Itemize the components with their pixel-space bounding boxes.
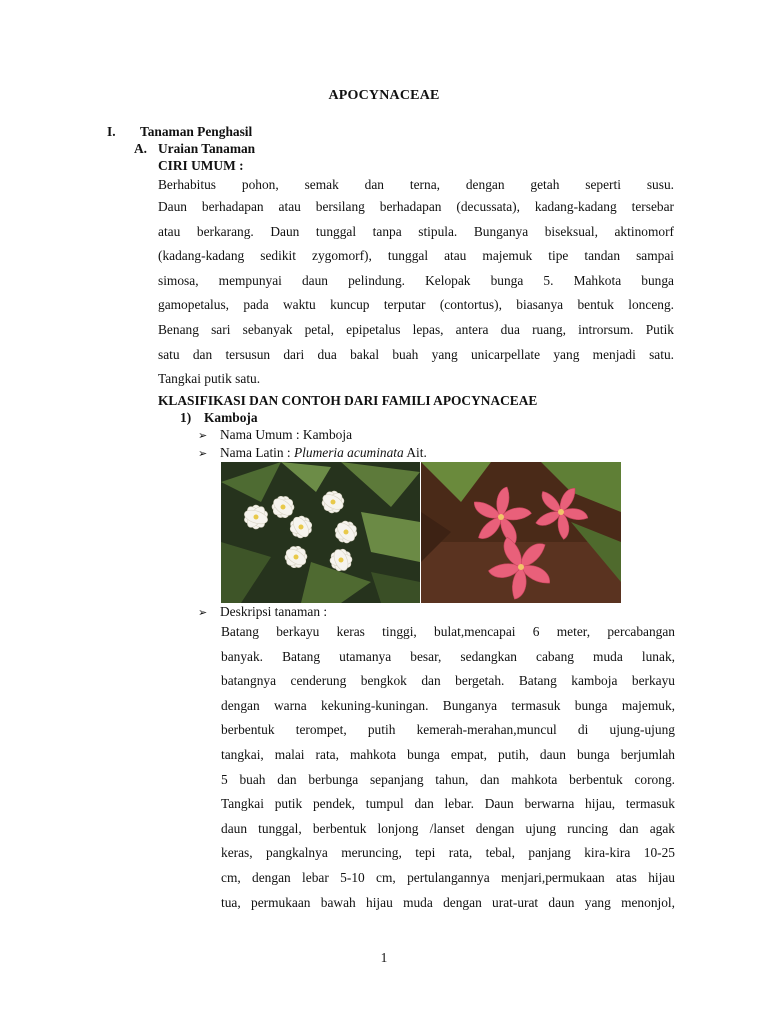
ciri-umum-paragraph [158, 173, 674, 392]
deskripsi-line: daun tunggal, berbentuk lonjong /lanset dengan ujung runcing dan agak [221, 820, 675, 836]
page-number: 1 [380, 950, 388, 965]
ciri-line: Daun berhadapan atau bersilang berhadapan (decussata), kadang-kadang tersebar [158, 199, 674, 214]
ciri-umum-heading: CIRI UMUM : [158, 158, 244, 173]
photo-white-kamboja [221, 462, 420, 603]
ciri-line: (kadang-kadang sedikit zygomorf), tunggal atau majemuk tipe tandan sampai [158, 248, 674, 264]
item-number: 1) [180, 410, 192, 425]
deskripsi-paragraph [221, 620, 675, 915]
nama-latin-species: Plumeria acuminata [294, 445, 404, 460]
deskripsi-label: Deskripsi tanaman : [220, 604, 328, 619]
ciri-line: Tangkai putik satu. [158, 371, 261, 387]
bullet-nama-umum [198, 427, 352, 443]
white-frangipani-image [221, 462, 420, 603]
deskripsi-line: cm, dengan lebar 5-10 cm, pertulangannya menjari,permukaan atas hijau [221, 869, 675, 885]
deskripsi-line: dengan warna kekuning-kuningan. Bunganya termasuk bunga majemuk, [221, 697, 675, 713]
deskripsi-line: batangnya cenderung bengkok dan bergetah. Batang kamboja berkayu [221, 673, 675, 689]
ciri-line: gamopetalus, pada waktu kuncup terputar (contortus), biasanya bentuk lonceng. [158, 297, 674, 313]
ciri-line: Benang sari sebanyak petal, epipetalus lepas, antera dua ruang, introrsum. Putik [158, 321, 674, 337]
arrow-bullet-icon: ➢ [198, 606, 208, 619]
nama-latin-label: Nama Latin : [220, 445, 294, 460]
subsection-heading: Uraian Tanaman [158, 141, 256, 156]
nama-umum-text: Nama Umum : Kamboja [220, 427, 353, 442]
ciri-line: Berhabitus pohon, semak dan terna, dengan getah seperti susu. [158, 177, 674, 192]
ciri-line: simosa, mempunyai daun pelindung. Kelopak bunga 5. Mahkota bunga [158, 272, 674, 288]
ciri-line: satu dan tersusun dari dua bakal buah yang unicarpellate yang menjadi satu. [158, 346, 674, 362]
page-title: APOCYNACEAE [328, 88, 440, 103]
deskripsi-line: Batang berkayu keras tinggi, bulat,mencapai 6 meter, percabangan [221, 624, 675, 639]
deskripsi-line: berbentuk terompet, putih kemerah-merahan,muncul di ujung-ujung [221, 722, 675, 738]
deskripsi-line: banyak. Batang utamanya besar, sedangkan cabang muda lunak, [221, 648, 675, 664]
photo-pink-kamboja [421, 462, 621, 603]
item-name: Kamboja [204, 410, 258, 425]
section-number: I. [107, 124, 116, 139]
deskripsi-line: 5 buah dan berbunga sepanjang tahun, dan mahkota berbentuk corong. [221, 771, 675, 787]
deskripsi-line: tangkai, malai rata, mahkota bunga empat, putih, daun bunga berjumlah [221, 746, 675, 762]
section-heading: Tanaman Penghasil [140, 124, 253, 139]
deskripsi-line: tua, permukaan bawah hijau muda dengan urat-urat daun yang menonjol, [221, 894, 675, 910]
arrow-bullet-icon: ➢ [198, 429, 208, 442]
ciri-line: atau berkarang. Daun tunggal tanpa stipula. Bunganya biseksual, aktinomorf [158, 223, 674, 239]
arrow-bullet-icon: ➢ [198, 447, 208, 460]
deskripsi-line: keras, pangkalnya meruncing, tepi rata, tebal, panjang kira-kira 10-25 [221, 845, 675, 861]
nama-latin-author: Ait. [403, 445, 427, 460]
subsection-letter: A. [134, 141, 148, 156]
pink-frangipani-image [421, 462, 621, 603]
deskripsi-line: Tangkai putik pendek, tumpul dan lebar. Daun berwarna hijau, termasuk [221, 796, 675, 812]
klasifikasi-heading: KLASIFIKASI DAN CONTOH DARI FAMILI APOCYNACEAE [158, 393, 538, 408]
bullet-deskripsi [198, 604, 327, 620]
bullet-nama-latin [198, 445, 427, 461]
